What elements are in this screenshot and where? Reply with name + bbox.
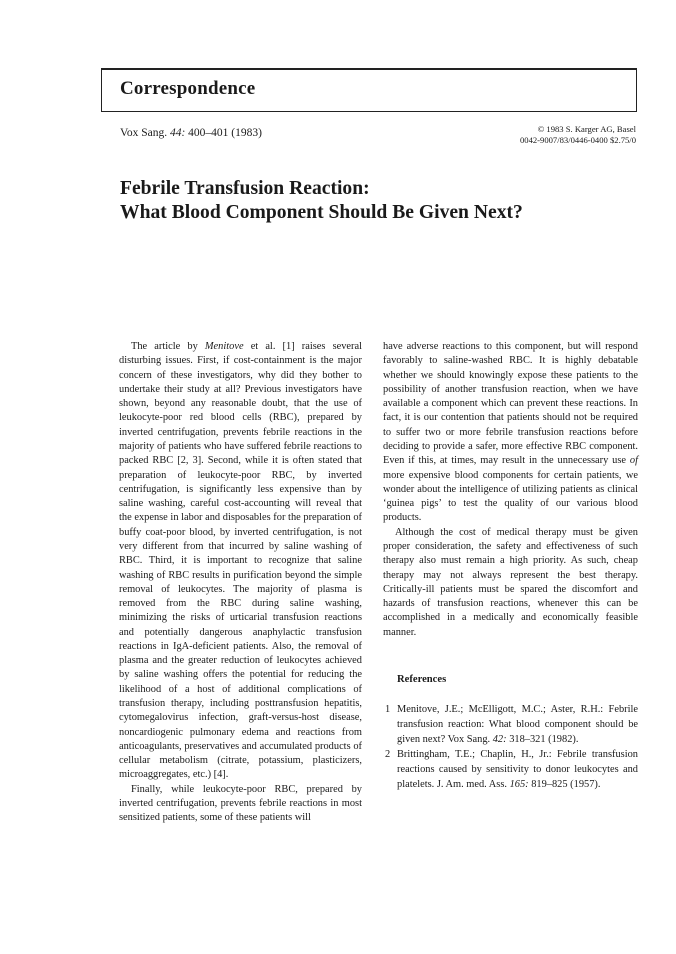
section-header-box	[101, 68, 637, 112]
text-run: et al. [1] raises several disturbing issues. First, if cost-containment is the major concern of these investigators, why did they bother to undertake their study at all? Previous investigators have shown, beyond any reasonable doubt, that the use of leukocyte-poor red blood cells (RBC), prepared by inverted centrifugation, prevents febrile reactions in the majority of patients who have suffered febrile reactions to packed RBC [2, 3]. Second, while it is often stated that preparation of leukocyte-poor RBC, by inverted centrifugation, is significantly less expensive than by saline washing, careful cost-accounting will reveal that the expense in labor and disposables for the preparation of buffy coat-poor blood, by inverted centrifugation, is not very different from that incurred by saline washing of RBC. Third, it is important to recognize that saline washing of RBC results in purification beyond the simple removal of leukocytes. The majority of plasma is removed from the RBC during saline washing, minimizing the risks of urticarial transfusion reactions and potentially dangerous anaphylactic transfusion reactions in IgA-deficient patients. Also, the removal of plasma and the greater reduction of leukocytes achieved by saline washing offers the potential for reducing the likelihood of a host of additional complications of transfusion therapy, including posttransfusion hepatitis, cytomegalovirus infection, graft-versus-host disease, noncardiogenic pulmonary edema and reactions from anticoagulants, preservatives and accumulated products of cellular metabolism (citrate, potassium, plasticizers, microaggregates, etc.) [4].	[119, 341, 363, 781]
text-run: 318–321 (1982).	[506, 734, 579, 746]
body-column-left	[119, 340, 362, 826]
article-title-line-2: What Blood Component Should Be Given Next?	[120, 202, 523, 223]
text-run: Menitove, J.E.; McElligott, M.C.; Aster, R.H.: Febrile transfusion reaction: What blood component should be given next? Vox Sang.	[397, 704, 638, 746]
text-run: more expensive blood components for certain patients, we wonder about the intelligence of utilizing patients as clinical ‘guinea pigs’ to test the quality of our various blood products.	[383, 469, 638, 524]
body-paragraph-continued	[383, 340, 638, 526]
article-title-line-1: Febrile Transfusion Reaction:	[120, 178, 370, 199]
reference-item	[383, 702, 638, 747]
article-title	[120, 177, 523, 225]
issn-price-line: 0042-9007/83/0446-0400 $2.75/0	[519, 135, 636, 145]
journal-volume: 44:	[169, 127, 186, 139]
body-paragraph	[119, 340, 362, 783]
text-run: Brittingham, T.E.; Chaplin, H., Jr.: Febrile transfusion reactions caused by sensitivity to donor leukocytes and platelets. J. Am. med. Ass.	[397, 749, 638, 791]
body-paragraph: Finally, while leukocyte-poor RBC, prepared by inverted centrifugation, prevents febrile reactions in most sensitized patients, some of these patients will	[119, 783, 362, 824]
section-title: Correspondence	[120, 78, 256, 99]
journal-name: Vox Sang.	[120, 127, 168, 139]
reference-number: 1	[385, 704, 391, 716]
reference-volume: 42:	[492, 734, 507, 746]
emphasis: of	[629, 455, 638, 467]
reference-volume: 165:	[509, 779, 529, 791]
author-name: Menitove	[204, 341, 244, 352]
journal-citation	[120, 127, 262, 139]
references-list	[383, 702, 638, 792]
text-run: have adverse reactions to this component, but will respond favorably to saline-washed RBC. It is highly debatable whether we should knowingly expose these patients to the possibility of another transfusion reaction, when we have available a component which can prevent these reactions. In fact, it is our contention that patients should not be required to suffer two or more febrile transfusion reactions before deciding to provide a safer, more effective RBC component. Even if this, at times, may result in the unnecessary use	[383, 341, 638, 467]
references-heading: References	[397, 673, 447, 685]
copyright-notice	[520, 124, 636, 146]
header-rule	[102, 68, 636, 70]
reference-item	[383, 747, 638, 792]
reference-number: 2	[385, 749, 391, 761]
text-run: The article by	[131, 341, 205, 352]
journal-pages-year: 400–401 (1983)	[188, 127, 262, 139]
text-run: 819–825 (1957).	[528, 779, 601, 791]
copyright-line: © 1983 S. Karger AG, Basel	[537, 124, 636, 134]
body-column-right	[383, 340, 638, 792]
body-paragraph: Although the cost of medical therapy must be given proper consideration, the safety and effectiveness of such therapy also must remain a high priority. As such, cheap therapy may not always represent the best therapy. Critically-ill patients must be spared the discomfort and hazards of transfusion reactions, whenever this can be accomplished in a medically and economically feasible manner.	[383, 526, 638, 638]
